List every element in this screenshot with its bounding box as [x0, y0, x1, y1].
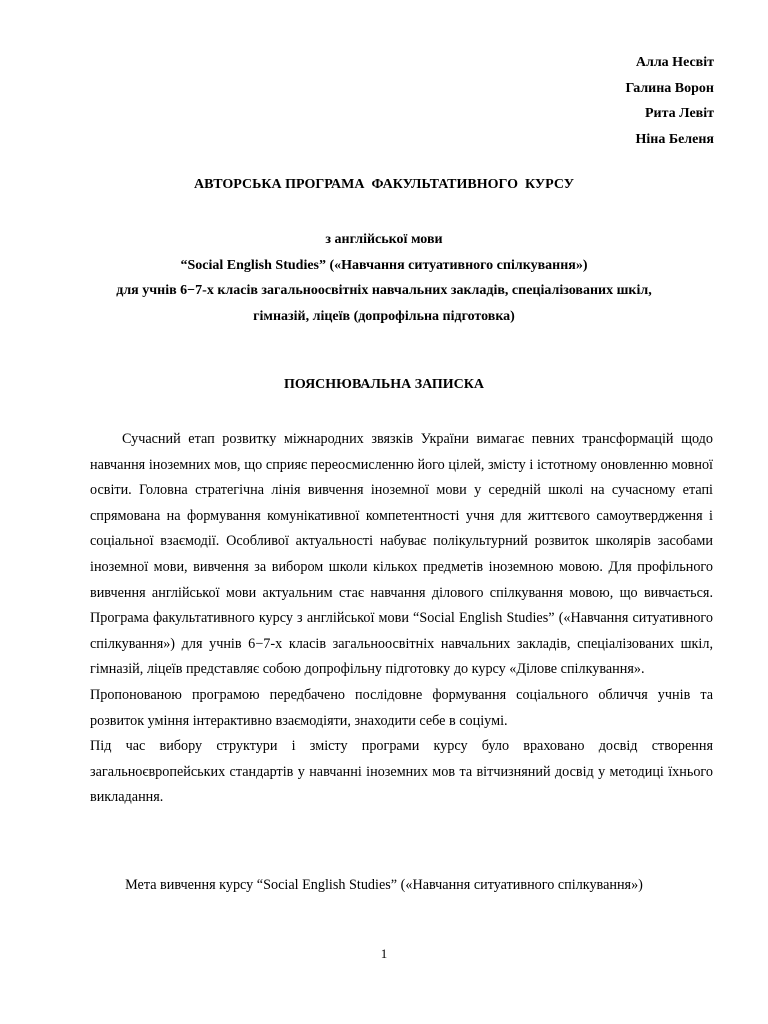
author-name: Галина Ворон — [625, 80, 714, 96]
goal-line: Мета вивчення курсу “Social English Studies” («Навчання ситуативного спілкування») — [125, 877, 643, 893]
document-subtitle — [60, 227, 708, 329]
section-heading: ПОЯСНЮВАЛЬНА ЗАПИСКА — [283, 377, 484, 392]
subtitle-line: гімназій, ліцеїв (допрофільна підготовка) — [253, 308, 515, 324]
subtitle-line: “Social English Studies” («Навчання ситуативного спілкування») — [180, 257, 588, 273]
paragraph: Під час вибору структури і змісту програми курсу було враховано досвід створення загальноєвропейських стандартів у навчанні іноземних мов та вітчизняний досвід у методиці їхнього викладання. — [90, 738, 713, 806]
body-text — [90, 427, 713, 811]
paragraph: Пропонованою програмою передбачено послідовне формування соціального обличчя учнів та розвиток уміння інтерактивно взаємодіяти, знаходити себе в соціумі. — [90, 686, 713, 729]
author-name: Ніна Беленя — [635, 131, 714, 147]
paragraph: Сучасний етап розвитку міжнародних звязків України вимагає певних трансформацій щодо навчання іноземних мов, що сприяє переосмисленню його цілей, змісту і істотному оновленню мовної освіти. Головна стратегічна лінія вивчення іноземної мови у середній школі на сучасному етапі спрямована на формування комунікативної компетентності учня для життєвого самоутвердження і соціальної взаємодії. Особливої актуальності набуває полікультурний розвиток школярів засобами іноземної мови, вивчення за вибором школи кількох предметів іноземною мовою. Для профільного вивчення англійської мови актуальним стає навчання ділового спілкування мовою, що вивчається. Програма факультативного курсу з англійської мови “Social English Studies” («Навчання ситуативного спілкування») для учнів 6−7-х класів загальноосвітніх навчальних закладів, спеціалізованих шкіл, гімназій, ліцеїв представляє собою допрофільну підготовку до курсу «Ділове спілкування». — [90, 431, 713, 678]
subtitle-line: з англійської мови — [325, 232, 443, 247]
author-name: Рита Левіт — [644, 106, 714, 121]
page-number: 1 — [380, 946, 388, 961]
subtitle-line: для учнів 6−7-х класів загальноосвітніх навчальних закладів, спеціалізованих шкіл, — [116, 283, 652, 298]
author-name: Алла Несвіт — [635, 55, 714, 70]
document-title: АВТОРСЬКА ПРОГРАМА ФАКУЛЬТАТИВНОГО КУРСУ — [193, 177, 575, 192]
author-list — [626, 50, 714, 152]
